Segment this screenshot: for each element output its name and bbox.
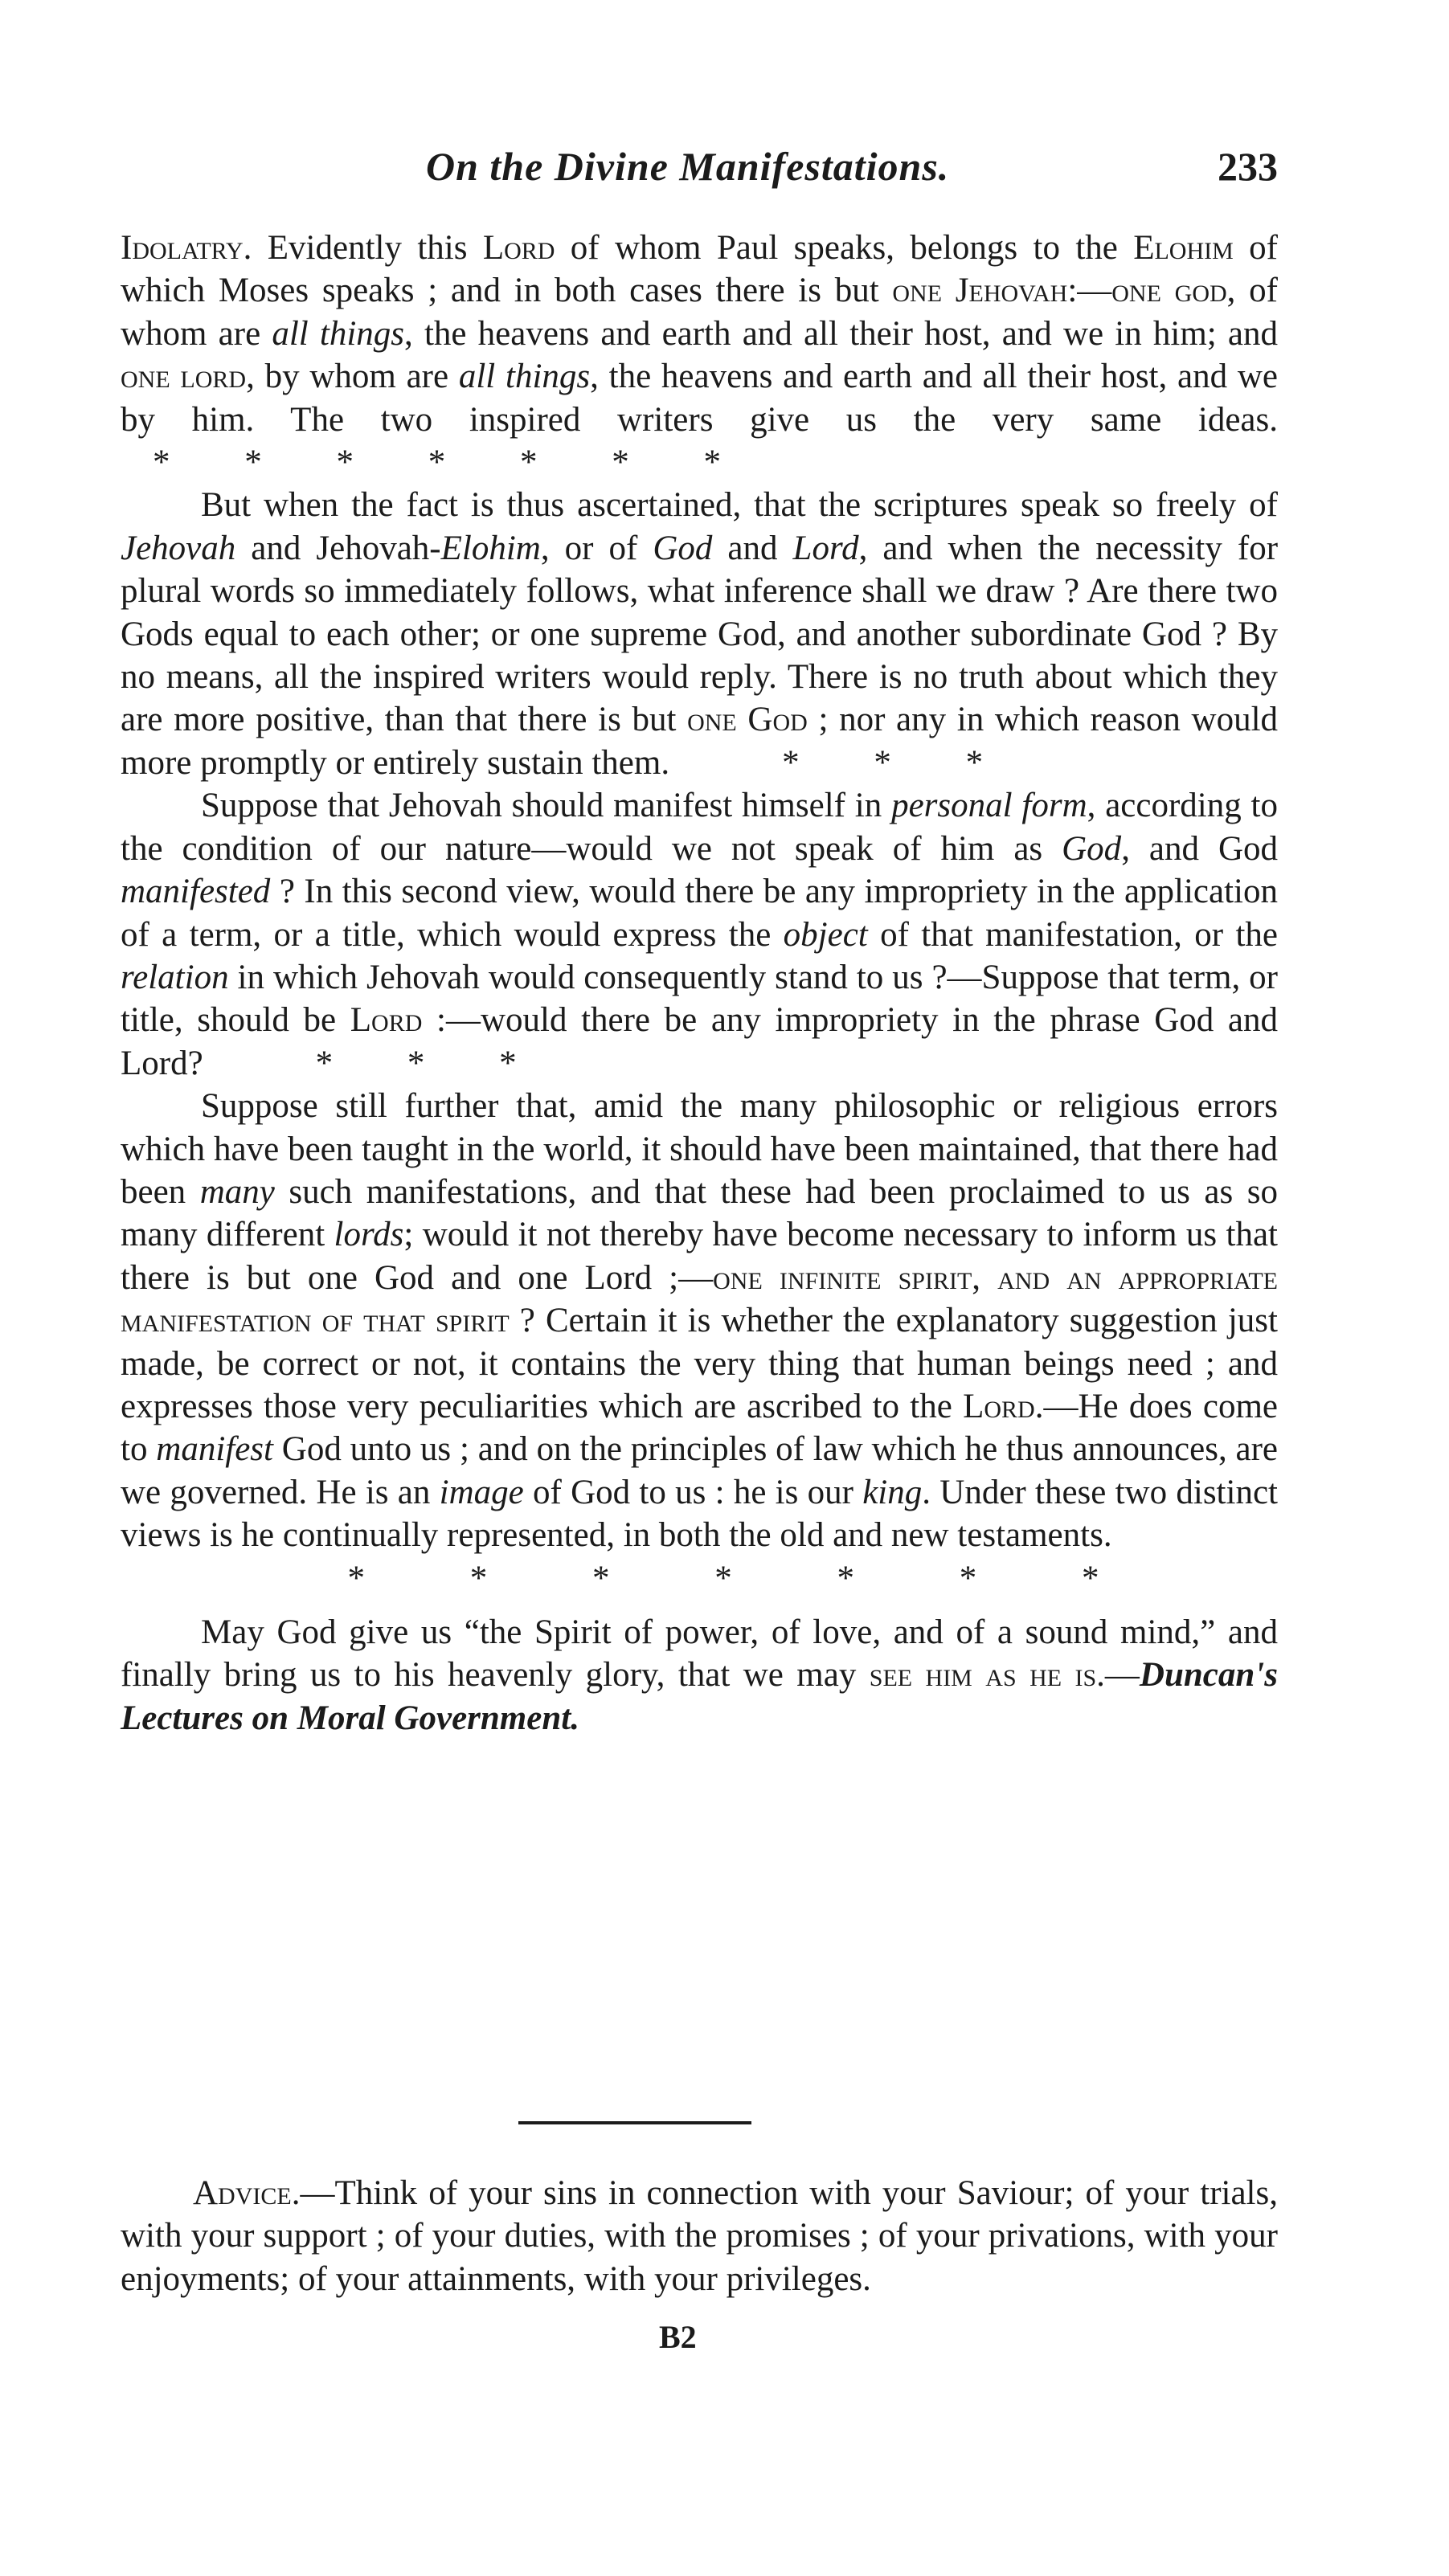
idolatry-word: Idolatry. bbox=[121, 229, 252, 267]
running-head bbox=[121, 143, 1278, 199]
advice-label: Advice. bbox=[193, 2174, 301, 2212]
section-rule bbox=[518, 2121, 751, 2124]
paragraph-3: Suppose that Jehovah should manifest himself in personal form, according to the condition of our nature—would we not speak of him as God, and God manifested ? In this second view, would there be any impropriety in the application of a term, or a title, which would express the object of that manifestation, or the relation in which Jehovah would consequently stand to us ?—Suppose that term, or title, should be Lord :—would there be any impropriety in the phrase God and Lord? * * * bbox=[121, 784, 1278, 1085]
paragraph-2: But when the fact is thus ascertained, that the scriptures speak so freely of Jehovah and Jehovah-Elohim, or of God and Lord, and when the necessity for plural words so immediately follows, what inference shall we draw ? Are there two Gods equal to each other; or one supreme God, and another subordinate God ? By no means, all the inspired writers would reply. There is no truth about which they are more positive, than that there is but one God ; nor any in which reason would more promptly or entirely sustain them. * * * bbox=[121, 484, 1278, 784]
paragraph-1: Idolatry. Evidently this Lord of whom Paul speaks, belongs to the Elohim of which Moses speaks ; and in both cases there is but one Jehovah:—one god, of whom are all things, the heavens and earth and all their host, and we in him; and one lord, by whom are all things, the heavens and earth and all their host, and we by him. The two inspired writers give us the very same ideas.* * * * * * * bbox=[121, 227, 1278, 484]
running-title: On the Divine Manifestations. bbox=[426, 144, 950, 189]
asterisk-break: * * * bbox=[782, 743, 984, 782]
advice-paragraph: Advice.—Think of your sins in connection with your Saviour; of your trials, with your support ; of your duties, with the promises ; of your privations, with your enjoyments; of your attainments, with your privileges. bbox=[121, 2174, 1278, 2298]
source-citation: Duncan's Lectures on Moral Government. bbox=[121, 1656, 1278, 1737]
asterisk-divider: * * * * * * * bbox=[347, 1559, 1099, 1597]
paragraph-5: May God give us “the Spirit of power, of love, and of a sound mind,” and finally bring us to his heavenly glory, that we may see him as he is.—Duncan's Lectures on Moral Government. bbox=[121, 1613, 1278, 1737]
signature-mark: B2 bbox=[659, 2319, 697, 2355]
paragraph-4: Suppose still further that, amid the many philosophic or religious errors which have been taught in the world, it should have been maintained, that there had been many such manifestations, and that these had been proclaimed to us as so many different lords; would it not thereby have become necessary to inform us that there is but one God and one Lord ;—one infinite spirit, and an appropriate manifestation of that spirit ? Certain it is whether the explanatory suggestion just made, be correct or not, it contains the very thing that human beings need ; and expresses those very peculiarities which are ascribed to the Lord.—He does come to manifest God unto us ; and on the principles of law which he thus announces, are we governed. He is an image of God to us : he is our king. Under these two distinct views is he continually represented, in both the old and new testaments. bbox=[121, 1087, 1279, 1555]
page-number: 233 bbox=[1218, 144, 1278, 189]
asterisk-break: * * * * * * * bbox=[153, 444, 721, 482]
main-text bbox=[121, 227, 1278, 1740]
asterisk-break: * * * bbox=[315, 1044, 517, 1082]
